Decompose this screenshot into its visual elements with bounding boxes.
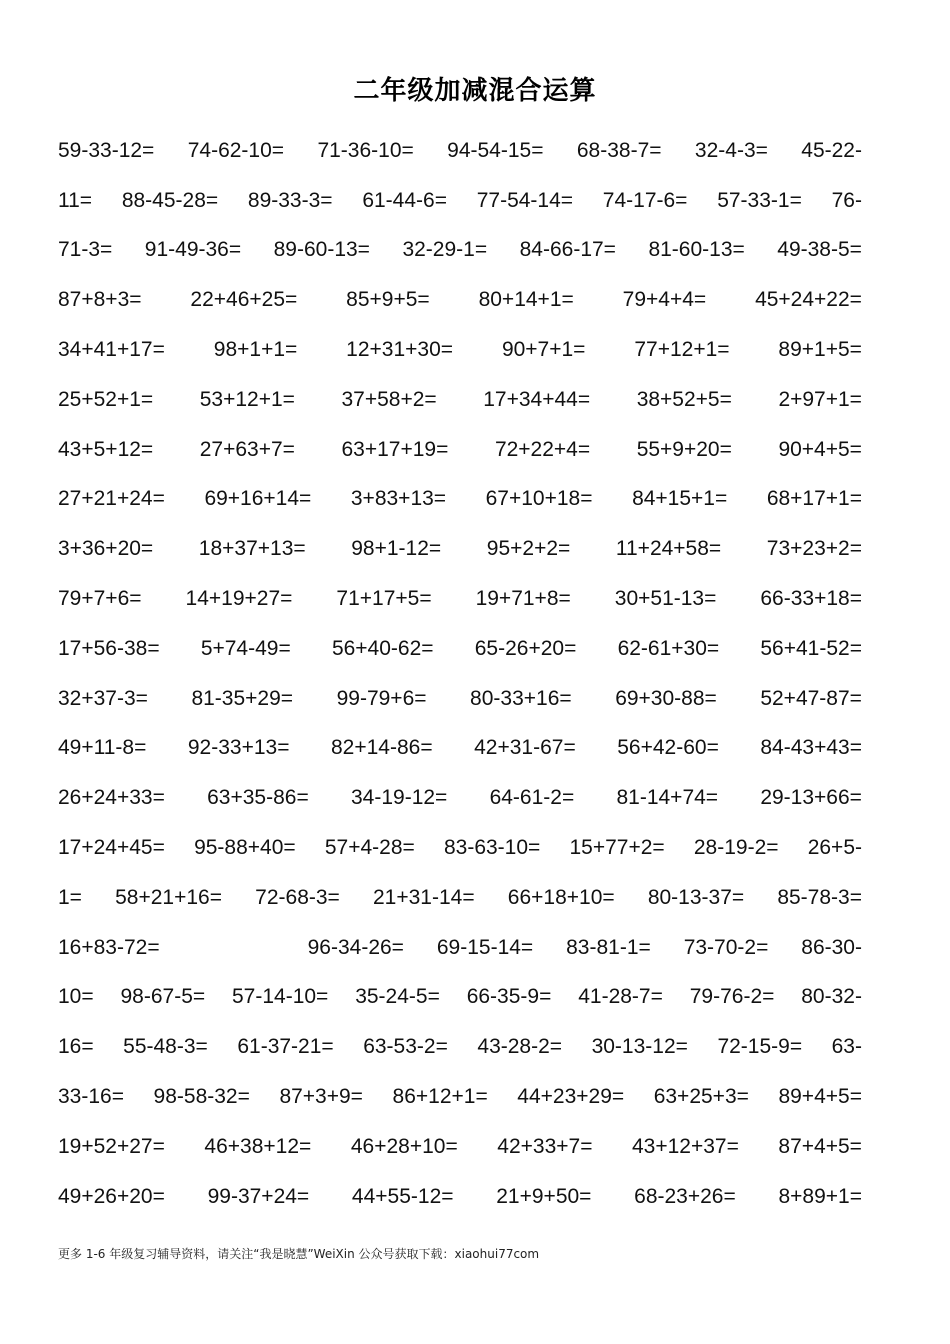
problem-row bbox=[58, 126, 862, 176]
math-problem: 32-29-1= bbox=[402, 238, 488, 262]
problem-row bbox=[58, 425, 862, 475]
math-problem: 14+19+27= bbox=[185, 587, 293, 611]
math-problem: 85-78-3= bbox=[777, 885, 862, 909]
math-problem: 21+31-14= bbox=[373, 885, 475, 909]
math-problem: 73+23+2= bbox=[766, 537, 862, 561]
math-problem: 63- bbox=[831, 1035, 862, 1059]
problem-row bbox=[58, 1072, 862, 1122]
math-problem: 10= bbox=[58, 985, 94, 1009]
math-problem: 19+52+27= bbox=[58, 1134, 165, 1158]
math-problem: 73-70-2= bbox=[683, 935, 769, 959]
problem-row bbox=[58, 773, 862, 823]
math-problem: 2+97+1= bbox=[778, 387, 862, 411]
math-problem: 61-37-21= bbox=[237, 1035, 334, 1059]
footer-note: 更多 1-6 年级复习辅导资料，请关注“我是晓慧”WeiXin 公众号获取下载：xiaohui77com bbox=[58, 1247, 540, 1261]
math-problem: 63+25+3= bbox=[653, 1085, 749, 1109]
math-problem: 17+34+44= bbox=[483, 387, 591, 411]
math-problem: 79-76-2= bbox=[689, 985, 775, 1009]
math-problem: 11= bbox=[58, 188, 93, 212]
math-problem: 59-33-12= bbox=[58, 138, 155, 162]
math-problem: 32+37-3= bbox=[58, 686, 148, 710]
math-problem: 56+42-60= bbox=[617, 736, 719, 760]
math-problem: 77-54-14= bbox=[476, 188, 574, 212]
math-problem: 67+10+18= bbox=[485, 487, 593, 511]
problem-row bbox=[58, 275, 862, 325]
math-problem: 38+52+5= bbox=[636, 387, 732, 411]
math-problem: 27+21+24= bbox=[58, 487, 165, 511]
problem-row bbox=[58, 923, 862, 973]
math-problem: 30+51-13= bbox=[614, 587, 717, 611]
math-problem: 66+18+10= bbox=[507, 885, 615, 909]
math-problem: 16= bbox=[58, 1035, 94, 1059]
math-problem: 83-81-1= bbox=[566, 935, 651, 959]
math-problem: 56+41-52= bbox=[760, 636, 862, 660]
math-problem: 89-33-3= bbox=[247, 188, 333, 212]
math-problem: 42+33+7= bbox=[497, 1134, 593, 1158]
math-problem: 68-23+26= bbox=[634, 1184, 736, 1208]
math-problem: 79+7+6= bbox=[58, 587, 142, 611]
math-problem: 77+12+1= bbox=[634, 338, 730, 362]
math-problem: 52+47-87= bbox=[760, 686, 862, 710]
math-problem: 55-48-3= bbox=[123, 1035, 208, 1059]
math-problem: 12+31+30= bbox=[346, 338, 454, 362]
math-problem: 41-28-7= bbox=[578, 985, 663, 1009]
math-problem: 3+36+20= bbox=[58, 537, 154, 561]
problem-row bbox=[58, 1122, 862, 1172]
math-problem: 62-61+30= bbox=[617, 636, 720, 660]
problem-row bbox=[58, 873, 862, 923]
math-problem: 85+9+5= bbox=[346, 288, 430, 312]
problem-row bbox=[58, 574, 862, 624]
math-problem: 22+46+25= bbox=[190, 288, 298, 312]
math-problem: 81-14+74= bbox=[616, 786, 719, 810]
math-problem: 53+12+1= bbox=[199, 387, 295, 411]
math-problem: 55+9+20= bbox=[636, 437, 732, 461]
math-problem: 88-45-28= bbox=[121, 188, 219, 212]
math-problem: 26+24+33= bbox=[58, 786, 165, 810]
math-problem: 49+26+20= bbox=[58, 1184, 165, 1208]
math-problem: 29-13+66= bbox=[760, 786, 862, 810]
math-problem: 90+4+5= bbox=[778, 437, 862, 461]
math-problem: 80-13-37= bbox=[647, 885, 745, 909]
math-problem: 21+9+50= bbox=[496, 1184, 592, 1208]
math-problem: 96-34-26= bbox=[307, 935, 404, 959]
math-problem: 57+4-28= bbox=[324, 836, 415, 860]
math-problem: 71+17+5= bbox=[336, 587, 432, 611]
problem-row bbox=[58, 823, 862, 873]
math-problem: 25+52+1= bbox=[58, 387, 154, 411]
math-problem: 95-88+40= bbox=[194, 836, 296, 860]
math-problem: 1= bbox=[58, 885, 82, 909]
math-problem: 74-62-10= bbox=[187, 138, 285, 162]
problem-list bbox=[58, 126, 862, 1222]
math-problem: 87+4+5= bbox=[778, 1134, 862, 1158]
math-problem: 69+30-88= bbox=[615, 686, 717, 710]
math-problem: 98-67-5= bbox=[120, 985, 206, 1009]
page-title: 二年级加减混合运算 bbox=[353, 76, 597, 106]
math-problem: 87+3+9= bbox=[279, 1085, 363, 1109]
problem-row bbox=[58, 1022, 862, 1072]
math-problem: 81-35+29= bbox=[191, 686, 294, 710]
math-problem: 95+2+2= bbox=[486, 537, 571, 561]
problem-row bbox=[58, 475, 862, 525]
math-problem: 84-43+43= bbox=[760, 736, 862, 760]
math-problem: 35-24-5= bbox=[355, 985, 440, 1009]
math-problem: 66-33+18= bbox=[760, 587, 862, 611]
math-problem: 80+14+1= bbox=[478, 288, 574, 312]
math-problem: 37+58+2= bbox=[341, 387, 437, 411]
math-problem: 71-3= bbox=[58, 238, 113, 262]
math-problem: 11+24+58= bbox=[615, 537, 722, 561]
math-problem: 27+63+7= bbox=[199, 437, 295, 461]
math-problem: 43+12+37= bbox=[632, 1134, 739, 1158]
math-problem: 34-19-12= bbox=[350, 786, 448, 810]
math-problem: 94-54-15= bbox=[447, 138, 544, 162]
math-problem: 45+24+22= bbox=[755, 288, 862, 312]
math-problem: 46+38+12= bbox=[204, 1134, 312, 1158]
math-problem: 76- bbox=[831, 188, 862, 212]
math-problem: 16+83-72= bbox=[58, 935, 160, 959]
math-problem: 72-15-9= bbox=[717, 1035, 803, 1059]
problem-row bbox=[58, 325, 862, 375]
math-problem: 49+11-8= bbox=[58, 736, 147, 760]
math-problem: 57-14-10= bbox=[232, 985, 329, 1009]
math-problem: 33-16= bbox=[58, 1085, 124, 1109]
problem-row bbox=[58, 524, 862, 574]
math-problem: 92-33+13= bbox=[187, 736, 290, 760]
math-problem: 74-17-6= bbox=[602, 188, 688, 212]
math-problem: 66-35-9= bbox=[466, 985, 552, 1009]
math-problem: 57-33-1= bbox=[717, 188, 802, 212]
math-problem: 90+7+1= bbox=[501, 338, 586, 362]
problem-row bbox=[58, 176, 862, 226]
math-problem: 8+89+1= bbox=[778, 1184, 862, 1208]
math-problem: 56+40-62= bbox=[331, 636, 434, 660]
math-problem: 30-13-12= bbox=[591, 1035, 688, 1059]
math-problem: 58+21+16= bbox=[115, 885, 222, 909]
math-problem: 71-36-10= bbox=[317, 138, 414, 162]
math-problem: 99-79+6= bbox=[336, 686, 427, 710]
math-problem: 82+14-86= bbox=[331, 736, 433, 760]
math-problem: 98+1+1= bbox=[213, 338, 298, 362]
problem-row bbox=[58, 724, 862, 774]
math-problem: 17+56-38= bbox=[58, 636, 160, 660]
math-problem: 65-26+20= bbox=[474, 636, 577, 660]
math-problem: 15+77+2= bbox=[569, 836, 665, 860]
math-problem: 87+8+3= bbox=[58, 288, 142, 312]
math-problem: 99-37+24= bbox=[207, 1184, 310, 1208]
math-problem: 63-53-2= bbox=[363, 1035, 448, 1059]
math-problem: 98-58-32= bbox=[153, 1085, 250, 1109]
math-problem: 69-15-14= bbox=[436, 935, 534, 959]
math-problem: 46+28+10= bbox=[350, 1134, 458, 1158]
math-problem: 43-28-2= bbox=[477, 1035, 563, 1059]
math-problem: 44+55-12= bbox=[351, 1184, 454, 1208]
math-problem: 64-61-2= bbox=[489, 786, 575, 810]
math-problem: 42+31-67= bbox=[474, 736, 576, 760]
math-problem: 89+1+5= bbox=[778, 338, 862, 362]
math-problem: 44+23+29= bbox=[517, 1085, 625, 1109]
math-problem: 81-60-13= bbox=[648, 238, 745, 262]
math-problem: 80-32- bbox=[801, 985, 862, 1009]
math-problem: 68-38-7= bbox=[576, 138, 662, 162]
math-problem: 26+5- bbox=[807, 836, 862, 860]
math-problem: 34+41+17= bbox=[58, 338, 165, 362]
math-problem: 83-63-10= bbox=[443, 836, 541, 860]
problem-row bbox=[58, 226, 862, 276]
problem-row bbox=[58, 674, 862, 724]
problem-row bbox=[58, 973, 862, 1023]
math-problem: 63+35-86= bbox=[207, 786, 309, 810]
math-problem: 84+15+1= bbox=[632, 487, 728, 511]
math-problem: 3+83+13= bbox=[350, 487, 447, 511]
math-problem: 86+12+1= bbox=[392, 1085, 488, 1109]
math-problem: 19+71+8= bbox=[475, 587, 571, 611]
math-problem: 32-4-3= bbox=[694, 138, 768, 162]
problem-row bbox=[58, 1172, 862, 1222]
math-problem: 98+1-12= bbox=[351, 537, 442, 561]
math-problem: 43+5+12= bbox=[58, 437, 154, 461]
math-problem: 28-19-2= bbox=[693, 836, 779, 860]
math-problem: 17+24+45= bbox=[58, 836, 165, 860]
problem-row bbox=[58, 624, 862, 674]
math-problem: 89+4+5= bbox=[778, 1085, 862, 1109]
math-problem: 63+17+19= bbox=[341, 437, 449, 461]
math-problem: 45-22- bbox=[801, 138, 862, 162]
math-problem: 49-38-5= bbox=[777, 238, 862, 262]
math-problem: 72-68-3= bbox=[255, 885, 340, 909]
math-problem: 72+22+4= bbox=[494, 437, 591, 461]
math-problem: 86-30- bbox=[801, 935, 862, 959]
problem-row-rest bbox=[308, 936, 862, 960]
math-problem: 91-49-36= bbox=[144, 238, 242, 262]
math-problem: 89-60-13= bbox=[273, 238, 370, 262]
math-problem: 79+4+4= bbox=[622, 288, 707, 312]
math-problem: 18+37+13= bbox=[198, 537, 306, 561]
math-problem: 61-44-6= bbox=[362, 188, 447, 212]
problem-row bbox=[58, 375, 862, 425]
math-problem: 5+74-49= bbox=[200, 636, 291, 660]
math-problem: 68+17+1= bbox=[766, 487, 862, 511]
math-problem: 80-33+16= bbox=[470, 686, 572, 710]
math-problem: 84-66-17= bbox=[519, 238, 616, 262]
math-problem: 69+16+14= bbox=[204, 487, 312, 511]
